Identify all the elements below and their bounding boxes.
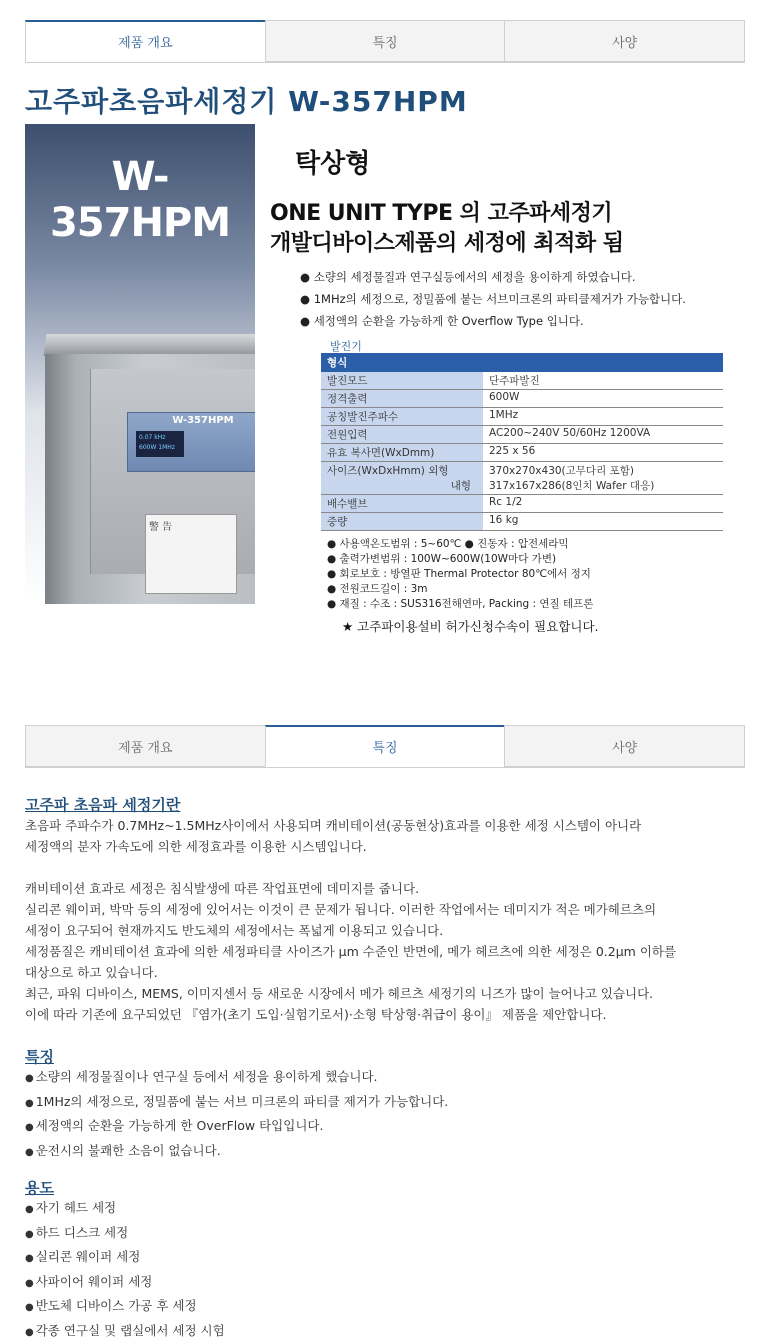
- table-row: 발진모드 단주파발진: [321, 372, 723, 390]
- table-row: 사이즈(WxDxHmm) 외형 내형 370x270x430(고무다리 포함) 317x167x286(8인치 Wafer 대응): [321, 462, 723, 495]
- features-list: [25, 1066, 448, 1164]
- spec-notes: ● 사용액온도범위 : 5~60℃ ● 진동자 : 압전세라믹 ● 출력가변범위 : 100W~600W(10W마다 가변) ● 회로보호 : 방열판 Thermal Protector 80℃에서 정지 ● 전원코드길이 : 3m ● 재질 : 수조 : SUS316전해연마, Packing : 연질 테프론: [327, 537, 593, 612]
- intro-bullet: ● 소량의 세정물질과 연구실등에서의 세정을 용이하게 하였습니다.: [300, 266, 686, 288]
- spec-caption: 발진기: [330, 338, 362, 354]
- table-row: 공칭발진주파수 1MHz: [321, 408, 723, 426]
- machine-warning-label: [145, 514, 237, 594]
- machine-tank-rim: [43, 334, 255, 356]
- product-image: [25, 124, 255, 604]
- tab-overview[interactable]: 제품 개요: [25, 725, 266, 767]
- page-title: 고주파초음파세정기 W-357HPM: [25, 80, 468, 120]
- list-item: ● 운전시의 불쾌한 소음이 없습니다.: [25, 1140, 448, 1165]
- spec-table: [321, 353, 723, 531]
- tab-overview[interactable]: 제품 개요: [25, 20, 266, 62]
- list-item: ● 실리콘 웨이퍼 세정: [25, 1246, 225, 1271]
- list-item: ● 각종 연구실 및 랩실에서 세정 시험: [25, 1320, 225, 1344]
- tab-bar-middle: [25, 725, 745, 768]
- table-row: 정격출력 600W: [321, 390, 723, 408]
- product-type: 탁상형: [295, 143, 370, 180]
- spec-header: 형식: [321, 353, 723, 372]
- section-title-about: 고주파 초음파 세정기란: [25, 794, 180, 815]
- lcd-line-1: 0.07 kHz: [136, 431, 184, 441]
- intro-bullets: [300, 266, 686, 332]
- machine-panel-label: W-357HPM: [128, 415, 255, 426]
- section-title-usage: 용도: [25, 1177, 54, 1198]
- intro-bullet: ● 세정액의 순환을 가능하게 한 Overflow Type 입니다.: [300, 310, 686, 332]
- tab-features[interactable]: 특징: [265, 725, 506, 767]
- list-item: ● 1MHz의 세정으로, 정밀품에 붙는 서브 미크론의 파티클 제거가 가능합니다.: [25, 1091, 448, 1116]
- headline-1: ONE UNIT TYPE 의 고주파세정기: [270, 196, 612, 227]
- headline-2: 개발디바이스제품의 세정에 최적화 됨: [270, 226, 624, 257]
- list-item: ● 자기 헤드 세정: [25, 1197, 225, 1222]
- table-row: 전원입력 AC200~240V 50/60Hz 1200VA: [321, 426, 723, 444]
- list-item: ● 반도체 디바이스 가공 후 세정: [25, 1295, 225, 1320]
- table-row: 유효 복사면(WxDmm) 225 x 56: [321, 444, 723, 462]
- machine-illustration: [45, 334, 255, 604]
- list-item: ● 세정액의 순환을 가능하게 한 OverFlow 타입입니다.: [25, 1115, 448, 1140]
- tab-specs[interactable]: 사양: [504, 20, 745, 62]
- list-item: ● 소량의 세정물질이나 연구실 등에서 세정을 용이하게 했습니다.: [25, 1066, 448, 1091]
- section-title-features: 특징: [25, 1046, 54, 1067]
- table-row: 중량 16 kg: [321, 513, 723, 531]
- license-notice: ★ 고주파이용설비 허가신청수속이 필요합니다.: [342, 617, 599, 635]
- lcd-line-2: 600W 1MHz: [136, 441, 184, 451]
- intro-bullet: ● 1MHz의 세정으로, 정밀품에 붙는 서브미크론의 파티클제거가 가능합니다.: [300, 288, 686, 310]
- usage-list: [25, 1197, 225, 1344]
- product-model-text: W-357HPM: [25, 154, 255, 246]
- about-paragraph: 초음파 주파수가 0.7MHz~1.5MHz사이에서 사용되며 캐비테이션(공동현상)효과를 이용한 세정 시스템이 아니라 세정액의 분자 가속도에 의한 세정효과를 이용한 시스템입니다. 캐비테이션 효과로 세정은 침식발생에 따른 작업표면에 데미지를 줍니다. 실리콘 웨이퍼, 박막 등의 세정에 있어서는 이것이 큰 문제가 됩니다. 이러한 작업에서는 데미지가 적은 메가헤르츠의 세정이 요구되어 현재까지도 반도체의 세정에서는 폭넓게 이용되고 있습니다. 세정품질은 캐비테이션 효과에 의한 세정파티클 사이즈가 μm 수준인 반면에, 메가 헤르츠에 의한 세정은 0.2μm 이하를 대상으로 하고 있습니다. 최근, 파워 디바이스, MEMS, 이미지센서 등 새로운 시장에서 메가 헤르츠 세정기의 니즈가 많이 늘어나고 있습니다. 이에 따라 기존에 요구되었던 『염가(초기 도입·실험기로서)·소형 탁상형·취급이 용이』 제품을 제안합니다.: [25, 815, 676, 1025]
- warning-text: 警 告: [149, 522, 172, 533]
- tab-specs[interactable]: 사양: [504, 725, 745, 767]
- table-row: 배수밸브 Rc 1/2: [321, 495, 723, 513]
- list-item: ● 하드 디스크 세정: [25, 1222, 225, 1247]
- tab-features[interactable]: 특징: [265, 20, 506, 62]
- list-item: ● 사파이어 웨이퍼 세정: [25, 1271, 225, 1296]
- tab-bar-top: [25, 20, 745, 63]
- machine-lcd: [136, 431, 184, 457]
- machine-control-panel: [127, 412, 255, 472]
